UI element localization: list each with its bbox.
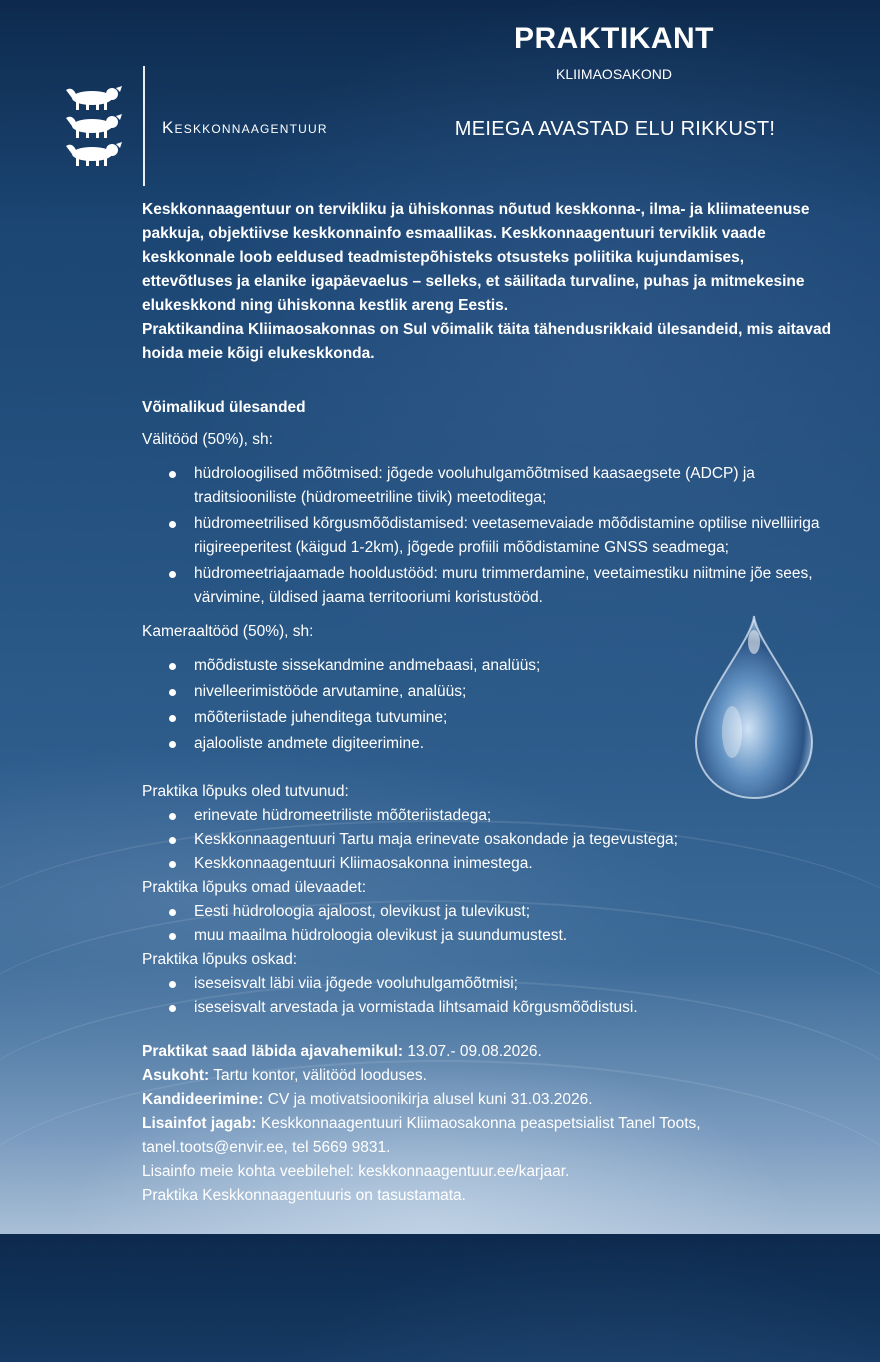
list-item: hüdromeetriajaamade hooldustööd: muru trimmerdamine, veetaimestiku niitmine jõe sees, värvimine, üldised jaama territooriumi koristustööd. (142, 562, 832, 610)
apply-line (142, 1088, 832, 1112)
list-item: mõõteriistade juhenditega tutvumine; (142, 706, 832, 730)
list-item: ajalooliste andmete digiteerimine. (142, 732, 832, 756)
intro-paragraph: Praktikandina Kliimaosakonnas on Sul võimalik täita tähendusrikkaid ülesandeid, mis aitavad hoida meie kõigi elukeskkonda. (142, 321, 832, 362)
department-name: KLIIMAOSAKOND (556, 66, 672, 82)
field-work-list (142, 462, 832, 610)
intro-paragraph: Keskkonnaagentuur on tervikliku ja ühiskonnas nõutud keskkonna-, ilma- ja kliimateenuse pakkuja, objektiivse keskkonnainfo esmaallikas. Keskkonnaagentuuri terviklik vaade keskkonnale loob eeldused teadmistepõhisteks otsusteks poliitika kujundamises, ettevõtluses ja elanike igapäevaelus – selleks, et säilitada turvaline, puhas ja mitmekesine elukeskkond ning ühiskonna kestlik areng Eestis. (142, 201, 810, 314)
list-item: hüdromeetrilised kõrgusmõõdistamised: veetasemevaiade mõõdistamine optilise nivelliiriga riigireeperitest (käigud 1-2km), jõgede profiili mõõdistamine GNSS seadmega; (142, 512, 832, 560)
field-work-label: Välitööd (50%), sh: (142, 431, 273, 448)
job-title: PRAKTIKANT (514, 22, 714, 55)
familiar-list (142, 804, 832, 876)
list-item: nivelleerimistööde arvutamine, analüüs; (142, 680, 832, 704)
skills-label: Praktika lõpuks oskad: (142, 951, 298, 968)
location-label: Asukoht: (142, 1067, 210, 1084)
period-label: Praktikat saad läbida ajavahemikul: (142, 1043, 404, 1060)
list-item: iseseisvalt läbi viia jõgede vooluhulgamõõtmisi; (142, 972, 832, 996)
location-line (142, 1064, 832, 1088)
office-work-label: Kameraaltööd (50%), sh: (142, 623, 314, 640)
overview-label: Praktika lõpuks omad ülevaadet: (142, 879, 367, 896)
location-value: Tartu kontor, välitööd looduses. (209, 1067, 427, 1084)
period-value: 13.07.- 09.08.2026. (403, 1043, 542, 1060)
posting-body (142, 198, 832, 1208)
contact-value: Keskkonnaagentuuri Kliimaosakonna peaspetsialist Tanel Toots, (256, 1115, 701, 1132)
tasks-heading: Võimalikud ülesanded (142, 399, 306, 416)
skills-list (142, 972, 832, 1020)
list-item: mõõdistuste sissekandmine andmebaasi, analüüs; (142, 654, 832, 678)
list-item: muu maailma hüdroloogia olevikust ja suundumustest. (142, 924, 832, 948)
list-item: Keskkonnaagentuuri Tartu maja erinevate osakondade ja tegevustega; (142, 828, 832, 852)
agency-name: Keskkonnaagentuur (162, 118, 328, 137)
overview-list (142, 900, 832, 948)
header-divider (143, 66, 145, 186)
crest-icon (62, 84, 126, 168)
contact-label: Lisainfot jagab: (142, 1115, 257, 1132)
list-item: Keskkonnaagentuuri Kliimaosakonna inimestega. (142, 852, 832, 876)
period-line (142, 1040, 832, 1064)
unpaid-line: Praktika Keskkonnaagentuuris on tasustamata. (142, 1187, 466, 1204)
office-work-list (142, 654, 832, 756)
slogan: MEIEGA AVASTAD ELU RIKKUST! (454, 118, 776, 140)
contact-line (142, 1112, 832, 1136)
intro (142, 198, 832, 366)
familiar-label: Praktika lõpuks oled tutvunud: (142, 783, 349, 800)
website-line: Lisainfo meie kohta veebilehel: keskkonnaagentuur.ee/karjaar. (142, 1163, 570, 1180)
list-item: hüdroloogilised mõõtmised: jõgede vooluhulgamõõtmised kaasaegsete (ADCP) ja traditsiooniliste (hüdromeetriline tiivik) meetoditega; (142, 462, 832, 510)
list-item: erinevate hüdromeetriliste mõõteriistadega; (142, 804, 832, 828)
list-item: iseseisvalt arvestada ja vormistada lihtsamaid kõrgusmõõdistusi. (142, 996, 832, 1020)
apply-value: CV ja motivatsioonikirja alusel kuni 31.03.2026. (263, 1091, 593, 1108)
list-item: Eesti hüdroloogia ajaloost, olevikust ja tulevikust; (142, 900, 832, 924)
posting-footer (142, 1040, 832, 1208)
apply-label: Kandideerimine: (142, 1091, 264, 1108)
contact-details: tanel.toots@envir.ee, tel 5669 9831. (142, 1139, 391, 1156)
